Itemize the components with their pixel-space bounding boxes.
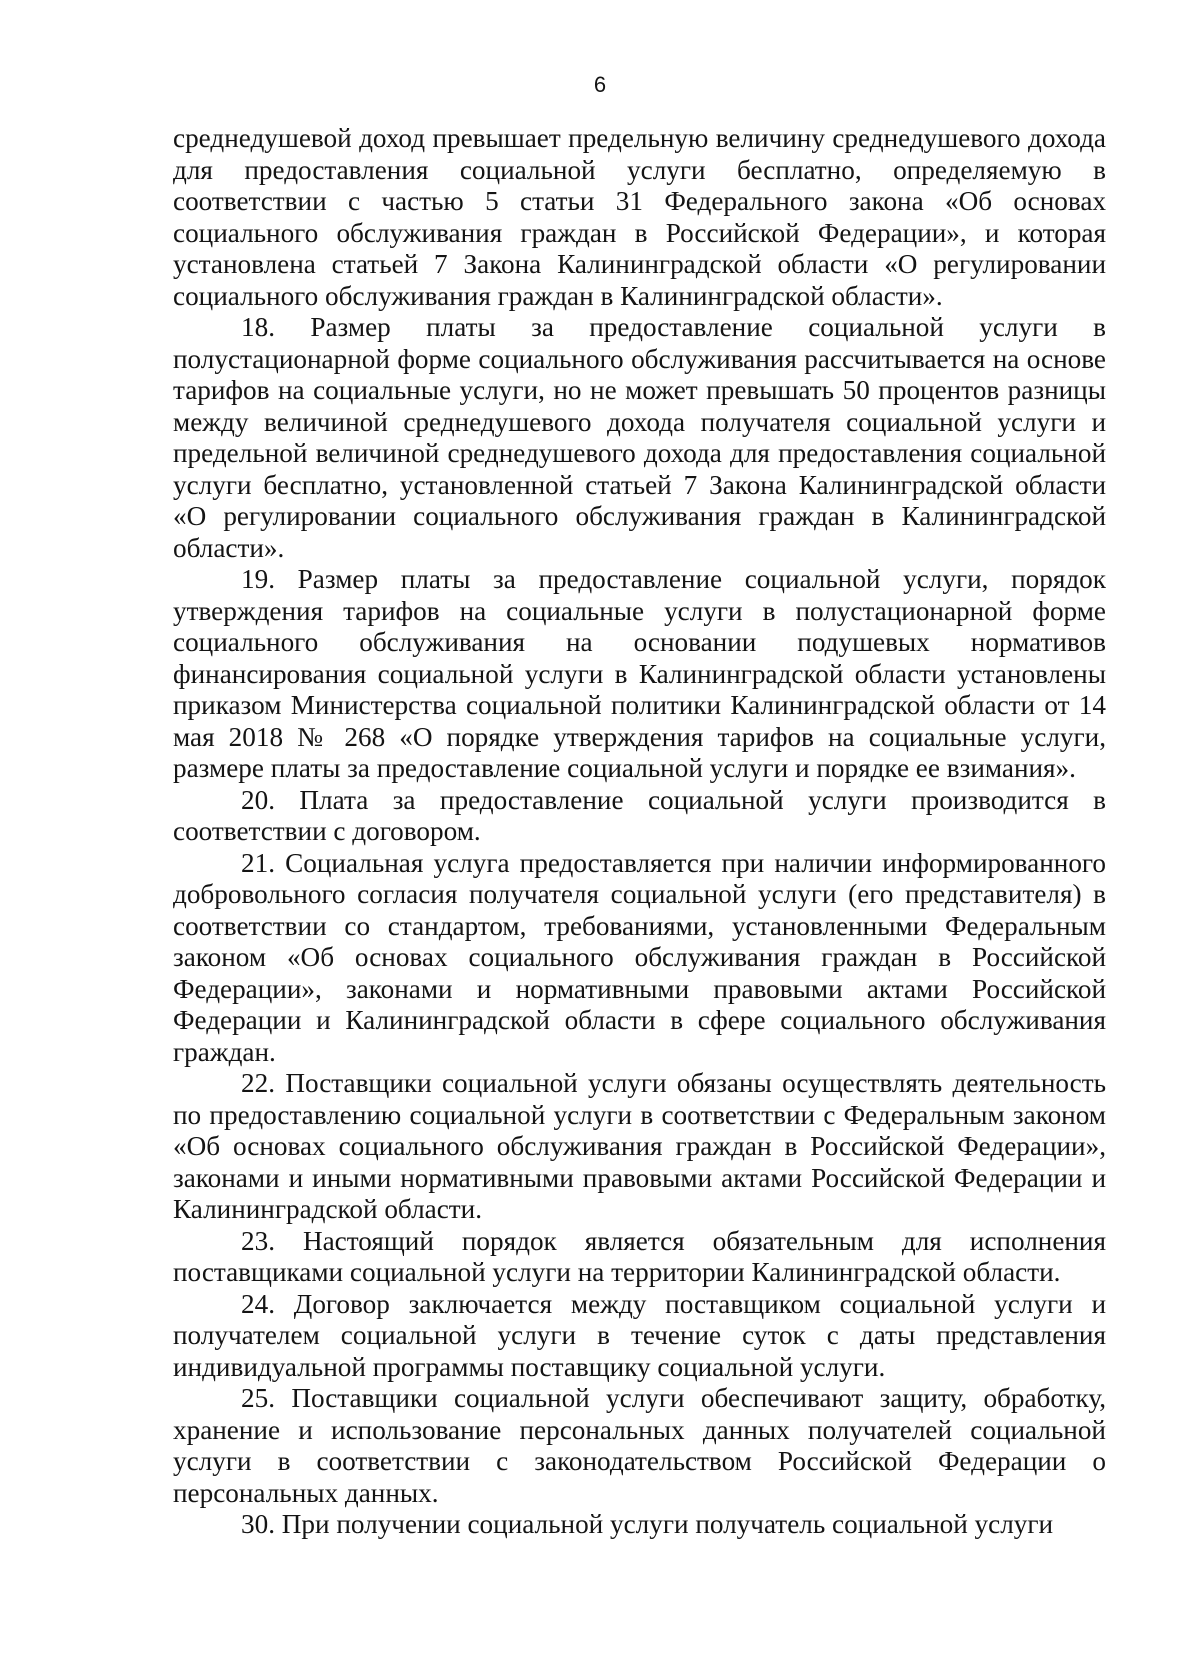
paragraph-21: 21. Социальная услуга предоставляется при наличии информированного добровольного согласия получателя социальной услуги (его представителя) в соответствии со стандартом, требованиями, установленными Федеральным законом «Об основах социального обслуживания граждан в Российской Федерации», законами и нормативными правовыми актами Российской Федерации и Калининградской области в сфере социального обслуживания граждан.: [173, 847, 1106, 1067]
paragraph-18: 18. Размер платы за предоставление социальной услуги в полустационарной форме социального обслуживания рассчитывается на основе тарифов на социальные услуги, но не может превышать 50 процентов разницы между величиной среднедушевого дохода получателя социальной услуги и предельной величиной среднедушевого дохода для предоставления социальной услуги бесплатно, установленной статьей 7 Закона Калининградской области «О регулировании социального обслуживания граждан в Калининградской области».: [173, 312, 1106, 563]
paragraph-22: 22. Поставщики социальной услуги обязаны осуществлять деятельность по предоставлению социальной услуги в соответствии с Федеральным законом «Об основах социального обслуживания граждан в Российской Федерации», законами и иными нормативными правовыми актами Российской Федерации и Калининградской области.: [173, 1068, 1106, 1224]
paragraph-20: 20. Плата за предоставление социальной услуги производится в соответствии с договором.: [173, 784, 1106, 846]
page-number: 6: [593, 72, 607, 97]
paragraph-25: 25. Поставщики социальной услуги обеспечивают защиту, обработку, хранение и использование персональных данных получателей социальной услуги в соответствии с законодательством Российской Федерации о персональных данных.: [173, 1383, 1106, 1508]
paragraph-30: 30. При получении социальной услуги получатель социальной услуги: [241, 1509, 1054, 1539]
paragraph-23: 23. Настоящий порядок является обязательным для исполнения поставщиками социальной услуги на территории Калининградской области.: [173, 1225, 1106, 1287]
document-body: [173, 123, 1106, 1541]
paragraph-19: 19. Размер платы за предоставление социальной услуги, порядок утверждения тарифов на социальные услуги в полустационарной форме социального обслуживания на основании подушевых нормативов финансирования социальной услуги в Калининградской области установлены приказом Министерства социальной политики Калининградской области от 14 мая 2018 № 268 «О порядке утверждения тарифов на социальные услуги, размере платы за предоставление социальной услуги и порядке ее взимания».: [173, 564, 1106, 783]
paragraph-24: 24. Договор заключается между поставщиком социальной услуги и получателем социальной услуги в течение суток с даты представления индивидуальной программы поставщику социальной услуги.: [173, 1288, 1106, 1382]
paragraph-continuation: среднедушевой доход превышает предельную величину среднедушевого дохода для предоставления социальной услуги бесплатно, определяемую в соответствии с частью 5 статьи 31 Федерального закона «Об основах социального обслуживания граждан в Российской Федерации», и которая установлена статьей 7 Закона Калининградской области «О регулировании социального обслуживания граждан в Калининградской области».: [173, 123, 1106, 311]
